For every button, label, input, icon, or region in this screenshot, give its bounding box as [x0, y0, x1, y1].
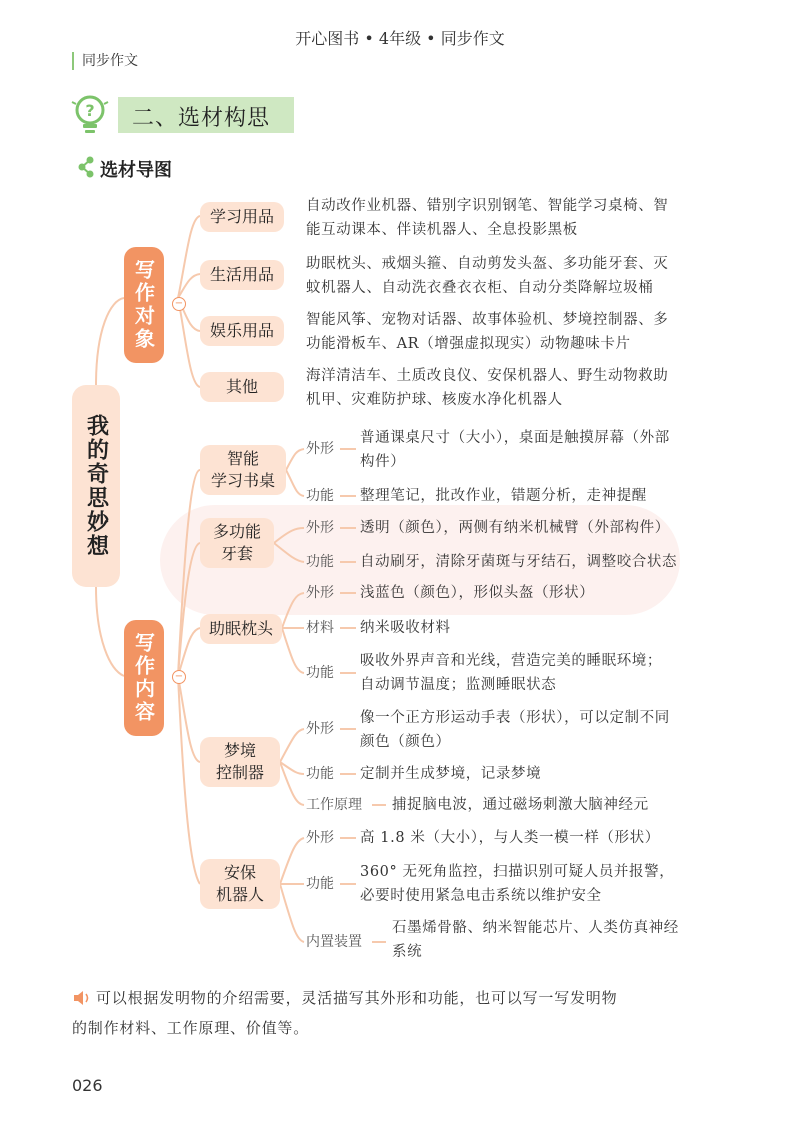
leaf-pillow-appearance: 浅蓝色（颜色），形似头盔（形状）: [360, 585, 595, 601]
attr-function: 功能: [306, 766, 334, 782]
leaf-robot-device-2: 系统: [392, 944, 423, 960]
attr-appearance: 外形: [306, 520, 334, 536]
collapse-icon: −: [172, 297, 186, 311]
tip-note-line2: 的制作材料、工作原理、价值等。: [72, 1019, 310, 1037]
node-entertainment-supplies: 娱乐用品: [200, 316, 284, 346]
leaf-other-line1: 海洋清洁车、土质改良仪、安保机器人、野生动物救助: [306, 368, 669, 384]
node-smart-desk-line1: 智能: [226, 449, 259, 468]
attr-working-principle: 工作原理: [306, 797, 362, 813]
attr-material: 材料: [306, 620, 334, 636]
node-smart-desk: [200, 445, 286, 495]
node-dream-line1: 梦境: [223, 741, 256, 760]
speaker-icon: [72, 990, 92, 1006]
svg-text:?: ?: [85, 101, 95, 120]
leaf-other-line2: 机甲、灾难防护球、核废水净化机器人: [306, 392, 563, 408]
attr-function: 功能: [306, 665, 334, 681]
node-dream-line2: 控制器: [215, 763, 264, 782]
leaf-desk-appearance-1: 普通课桌尺寸（大小），桌面是触摸屏幕（外部: [360, 430, 670, 446]
leaf-pillow-function-2: 自动调节温度；监测睡眠状态: [360, 677, 557, 693]
leaf-dream-appearance-2: 颜色（颜色）: [360, 734, 451, 750]
leaf-daily-line2: 蚊机器人、自动洗衣叠衣衣柜、自动分类降解垃圾桶: [306, 280, 654, 296]
node-daily-supplies: 生活用品: [200, 260, 284, 290]
leaf-robot-device-1: 石墨烯骨骼、纳米智能芯片、人类仿真神经: [392, 920, 679, 936]
collapse-icon: −: [172, 670, 186, 684]
node-brace-line2: 牙套: [220, 544, 253, 563]
leaf-study-line2: 能互动课本、伴读机器人、全息投影黑板: [306, 222, 578, 238]
attr-function: 功能: [306, 554, 334, 570]
node-sleep-pillow: 助眠枕头: [200, 614, 282, 644]
attr-appearance: 外形: [306, 721, 334, 737]
leaf-study-line1: 自动改作业机器、错别字识别钢笔、智能学习桌椅、智: [306, 198, 669, 214]
leaf-robot-appearance: 高 1.8 米（大小），与人类一模一样（形状）: [360, 830, 660, 846]
leaf-pillow-material: 纳米吸收材料: [360, 620, 451, 636]
section-title: 二、选材构思: [132, 106, 271, 131]
node-security-robot: [200, 859, 280, 909]
tip-note-line1: 可以根据发明物的介绍需要，灵活描写其外形和功能，也可以写一写发明物: [96, 989, 618, 1007]
node-robot-line2: 机器人: [215, 885, 264, 904]
leaf-robot-function-1: 360° 无死角监控，扫描识别可疑人员并报警，: [360, 864, 675, 880]
attr-function: 功能: [306, 488, 334, 504]
attr-function: 功能: [306, 876, 334, 892]
leaf-robot-function-2: 必要时使用紧急电击系统以维护安全: [360, 888, 602, 904]
node-dream-controller: [200, 737, 280, 787]
page-number: 026: [72, 1076, 103, 1095]
attr-built-in-device: 内置装置: [306, 934, 362, 950]
leaf-dream-principle: 捕捉脑电波，通过磁场刺激大脑神经元: [392, 797, 649, 813]
leaf-pillow-function-1: 吸收外界声音和光线，营造完美的睡眠环境；: [360, 653, 662, 669]
leaf-daily-line1: 助眠枕头、戒烟头箍、自动剪发头盔、多功能牙套、灭: [306, 256, 669, 272]
leaf-dream-appearance-1: 像一个正方形运动手表（形状），可以定制不同: [360, 710, 670, 726]
attr-appearance: 外形: [306, 830, 334, 846]
node-other: 其他: [200, 372, 284, 402]
leaf-brace-function: 自动刷牙，清除牙菌斑与牙结石，调整咬合状态: [360, 554, 678, 570]
node-robot-line1: 安保: [223, 863, 256, 882]
node-smart-desk-line2: 学习书桌: [210, 471, 275, 490]
attr-appearance: 外形: [306, 585, 334, 601]
running-header: 开心图书 • 4年级 • 同步作文: [295, 29, 505, 48]
subsection-title: 选材导图: [100, 160, 172, 181]
leaf-fun-line1: 智能风筝、宠物对话器、故事体验机、梦境控制器、多: [306, 312, 669, 328]
mindmap-root: 我的奇思妙想: [72, 385, 120, 587]
leaf-desk-appearance-2: 构件）: [360, 454, 406, 470]
branch-writing-content: 写作内容: [124, 620, 164, 736]
leaf-dream-function: 定制并生成梦境，记录梦境: [360, 766, 542, 782]
node-study-supplies: 学习用品: [200, 202, 284, 232]
leaf-desk-function: 整理笔记，批改作业，错题分析，走神提醒: [360, 488, 647, 504]
attr-appearance: 外形: [306, 441, 334, 457]
leaf-brace-appearance: 透明（颜色），两侧有纳米机械臂（外部构件）: [360, 520, 670, 536]
node-brace-line1: 多功能: [212, 522, 261, 541]
branch-writing-object: 写作对象: [124, 247, 164, 363]
tip-note: [72, 983, 736, 1043]
section-tag: 同步作文: [72, 52, 138, 70]
leaf-fun-line2: 功能滑板车、AR（增强虚拟现实）动物趣味卡片: [306, 336, 631, 352]
node-multi-brace: [200, 518, 274, 568]
